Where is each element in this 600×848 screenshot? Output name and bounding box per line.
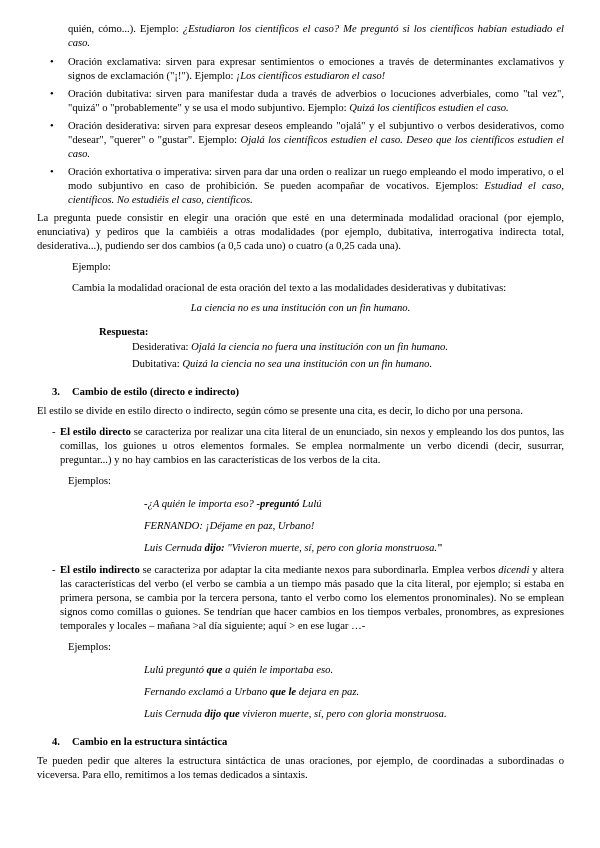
bullet-text: Oración exhortativa o imperativa: sirven para dar una orden o realizar un ruego empleando el modo imperativo, o el modo subjuntivo en caso de prohibición. Se pueden acompañar de vocativos. Ejemplos:	[68, 166, 564, 192]
directo-text: se caracteriza por realizar una cita literal de un enunciado, sin nexos y empleando los dos puntos, las comillas, los guiones u otros elementos formales. Se emplea normalmente un verbo dicendi (decir, susurrar, preguntar...) y no hay cambios en las características de los verbos de la cita.	[60, 427, 564, 467]
ejemplo-label: Ejemplo:	[72, 261, 111, 273]
indirecto-text: y altera las características del verbo (el verbo se cambia a un tiempo más pasado que la cita literal, por ejemplo; si estaba en primera persona, se cambia por la tercera persona, tanto el verbo como los elementos pronominales). No se emplean signos como comillas o guiones. Se tendrían que hacer cambios en los tiempos verbales, pronombres, as expresiones temporales y locales – mañana >al día siguiente; aquí > en ese lugar …-	[60, 565, 564, 632]
bullet-dubitativa	[37, 88, 564, 116]
ex-part: "Vivieron muerte, sí, pero con gloria monstruosa.	[224, 543, 438, 555]
respuesta-label: Respuesta:	[99, 327, 149, 339]
continuation-text: quién, cómo...). Ejemplo:	[68, 24, 183, 35]
bullet-example: Ojalá los científicos estudien el caso. Deseo que los científicos estudien el caso.	[68, 134, 564, 160]
dash-bullet: -	[52, 427, 56, 439]
indirecto-dicendi: dicendi	[498, 565, 530, 577]
directo-example-3	[37, 542, 564, 556]
paragraph-estilo: El estilo se divide en estilo directo o indirecto, según cómo se presente una cita, es decir, lo dicho por una persona.	[37, 406, 523, 418]
bullet-dot-icon: •	[50, 56, 54, 68]
ex-part: que	[206, 664, 223, 676]
section-number: 4.	[52, 736, 60, 748]
paragraph-sintaxis: Te pueden pedir que alteres la estructura sintáctica de unas oraciones, por ejemplo, de coordinadas a subordinadas o viceversa. Para ello, remitimos a los temas dedicados a sintaxis.	[37, 755, 564, 781]
ejemplos-label: Ejemplos:	[68, 641, 111, 653]
ex-part: Luis Cernuda	[144, 543, 205, 555]
section-heading-3	[37, 386, 564, 400]
ejemplos-label: Ejemplos:	[68, 476, 111, 488]
bullet-exclamativa	[37, 56, 564, 84]
bullet-example: ¡Los científicos estudiaron el caso!	[236, 70, 386, 82]
section-title: Cambio en la estructura sintáctica	[72, 736, 228, 748]
bullet-text: Oración desiderativa: sirven para expresar deseos empleando "ojalá" y el subjuntivo o verbos desiderativos, como "desear", "querer" o "gustar". Ejemplo:	[68, 120, 564, 146]
bullet-exhortativa	[37, 166, 564, 208]
ex-part: Lulú preguntó	[144, 664, 207, 676]
ex-part: ¿A quién le importa eso?	[147, 499, 254, 511]
ex-part: a quién le importaba eso.	[222, 664, 334, 676]
bullet-continuation	[37, 23, 564, 51]
bullet-dot-icon: •	[50, 88, 54, 100]
ex-part: Lulú	[299, 499, 322, 511]
ex-part: -preguntó	[253, 499, 300, 511]
indirecto-text: se caracteriza por adaptar la cita mediante nexos para subordinarla. Emplea verbos	[139, 565, 499, 577]
bullet-example: Estudiad el caso, científicos. No estudiéis el caso, científicos.	[68, 180, 564, 206]
dash-item-indirecto	[37, 564, 564, 634]
directo-title: El estilo directo	[60, 427, 131, 439]
ex-part: ¡Déjame en paz, Urbano!	[205, 521, 315, 533]
ex-part: que le	[269, 686, 297, 698]
ex-part: Luis Cernuda	[144, 708, 205, 720]
ex-part: vivieron muerte, sí, pero con gloria monstruosa.	[239, 708, 447, 720]
section-title: Cambio de estilo (directo e indirecto)	[72, 387, 240, 399]
ex-part: dijo que	[204, 708, 240, 720]
ex-part: Fernando exclamó a Urbano	[144, 686, 270, 698]
continuation-example: ¿Estudiaron los científicos el caso? Me preguntó si los científicos habían estudiado el caso.	[68, 24, 564, 49]
bullet-text: Oración exclamativa: sirven para expresar sentimientos o emociones a través de determinantes exclamativos y signos de exclamación ("¡!"). Ejemplo:	[68, 56, 564, 82]
ex-part: -	[144, 499, 148, 511]
indirecto-example-1	[37, 664, 564, 678]
respuesta-dubitativa	[37, 358, 564, 372]
bullet-text: Oración dubitativa: sirven para manifestar duda a través de adverbios o locuciones adverbiales, como "tal vez", "quizá" o "probablemente" y se usa el modo subjuntivo. Ejemplo:	[68, 88, 564, 114]
indirecto-example-2	[37, 686, 564, 700]
example-sentence	[37, 302, 564, 316]
bullet-dot-icon: •	[50, 166, 54, 178]
indirecto-title: El estilo indirecto	[60, 565, 140, 577]
ex-part: dijo:	[204, 543, 225, 555]
ex-part: FERNANDO:	[144, 521, 206, 533]
instruction-text: Cambia la modalidad oracional de esta oración del texto a las modalidades desiderativas y dubitativas:	[72, 282, 507, 294]
ex-part: "	[437, 543, 443, 555]
resp-label: Dubitativa:	[132, 359, 183, 371]
bullet-desiderativa	[37, 120, 564, 162]
directo-example-2	[37, 520, 564, 534]
dash-bullet: -	[52, 565, 56, 577]
ex-part: dejara en paz.	[296, 686, 360, 698]
paragraph-modalidad: La pregunta puede consistir en elegir una oración que esté en una determinada modalidad oracional (por ejemplo, enunciativa) y pediros que la cambiéis a otras modalidades (por ejemplo, dubitativa, interrogativa indirecta total, desiderativa...), pudiendo ser dos cambios (a 0,5 cada uno) o cuatro (a 0,25 cada una).	[37, 212, 564, 252]
bullet-dot-icon: •	[50, 120, 54, 132]
respuesta-desiderativa	[37, 341, 564, 355]
bullet-example: Quizá los científicos estudien el caso.	[349, 102, 509, 114]
directo-example-1	[37, 498, 564, 512]
section-number: 3.	[52, 387, 60, 399]
dash-item-directo	[37, 426, 564, 468]
resp-text: Quizá la ciencia no sea una institución con un fin humano.	[182, 359, 433, 371]
section-heading-4	[37, 736, 564, 750]
example-sentence-text: La ciencia no es una institución con un fin humano.	[190, 303, 411, 315]
resp-label: Desiderativa:	[132, 342, 192, 354]
resp-text: Ojalá la ciencia no fuera una institución con un fin humano.	[191, 342, 448, 354]
document-page	[37, 23, 564, 790]
indirecto-example-3	[37, 708, 564, 722]
